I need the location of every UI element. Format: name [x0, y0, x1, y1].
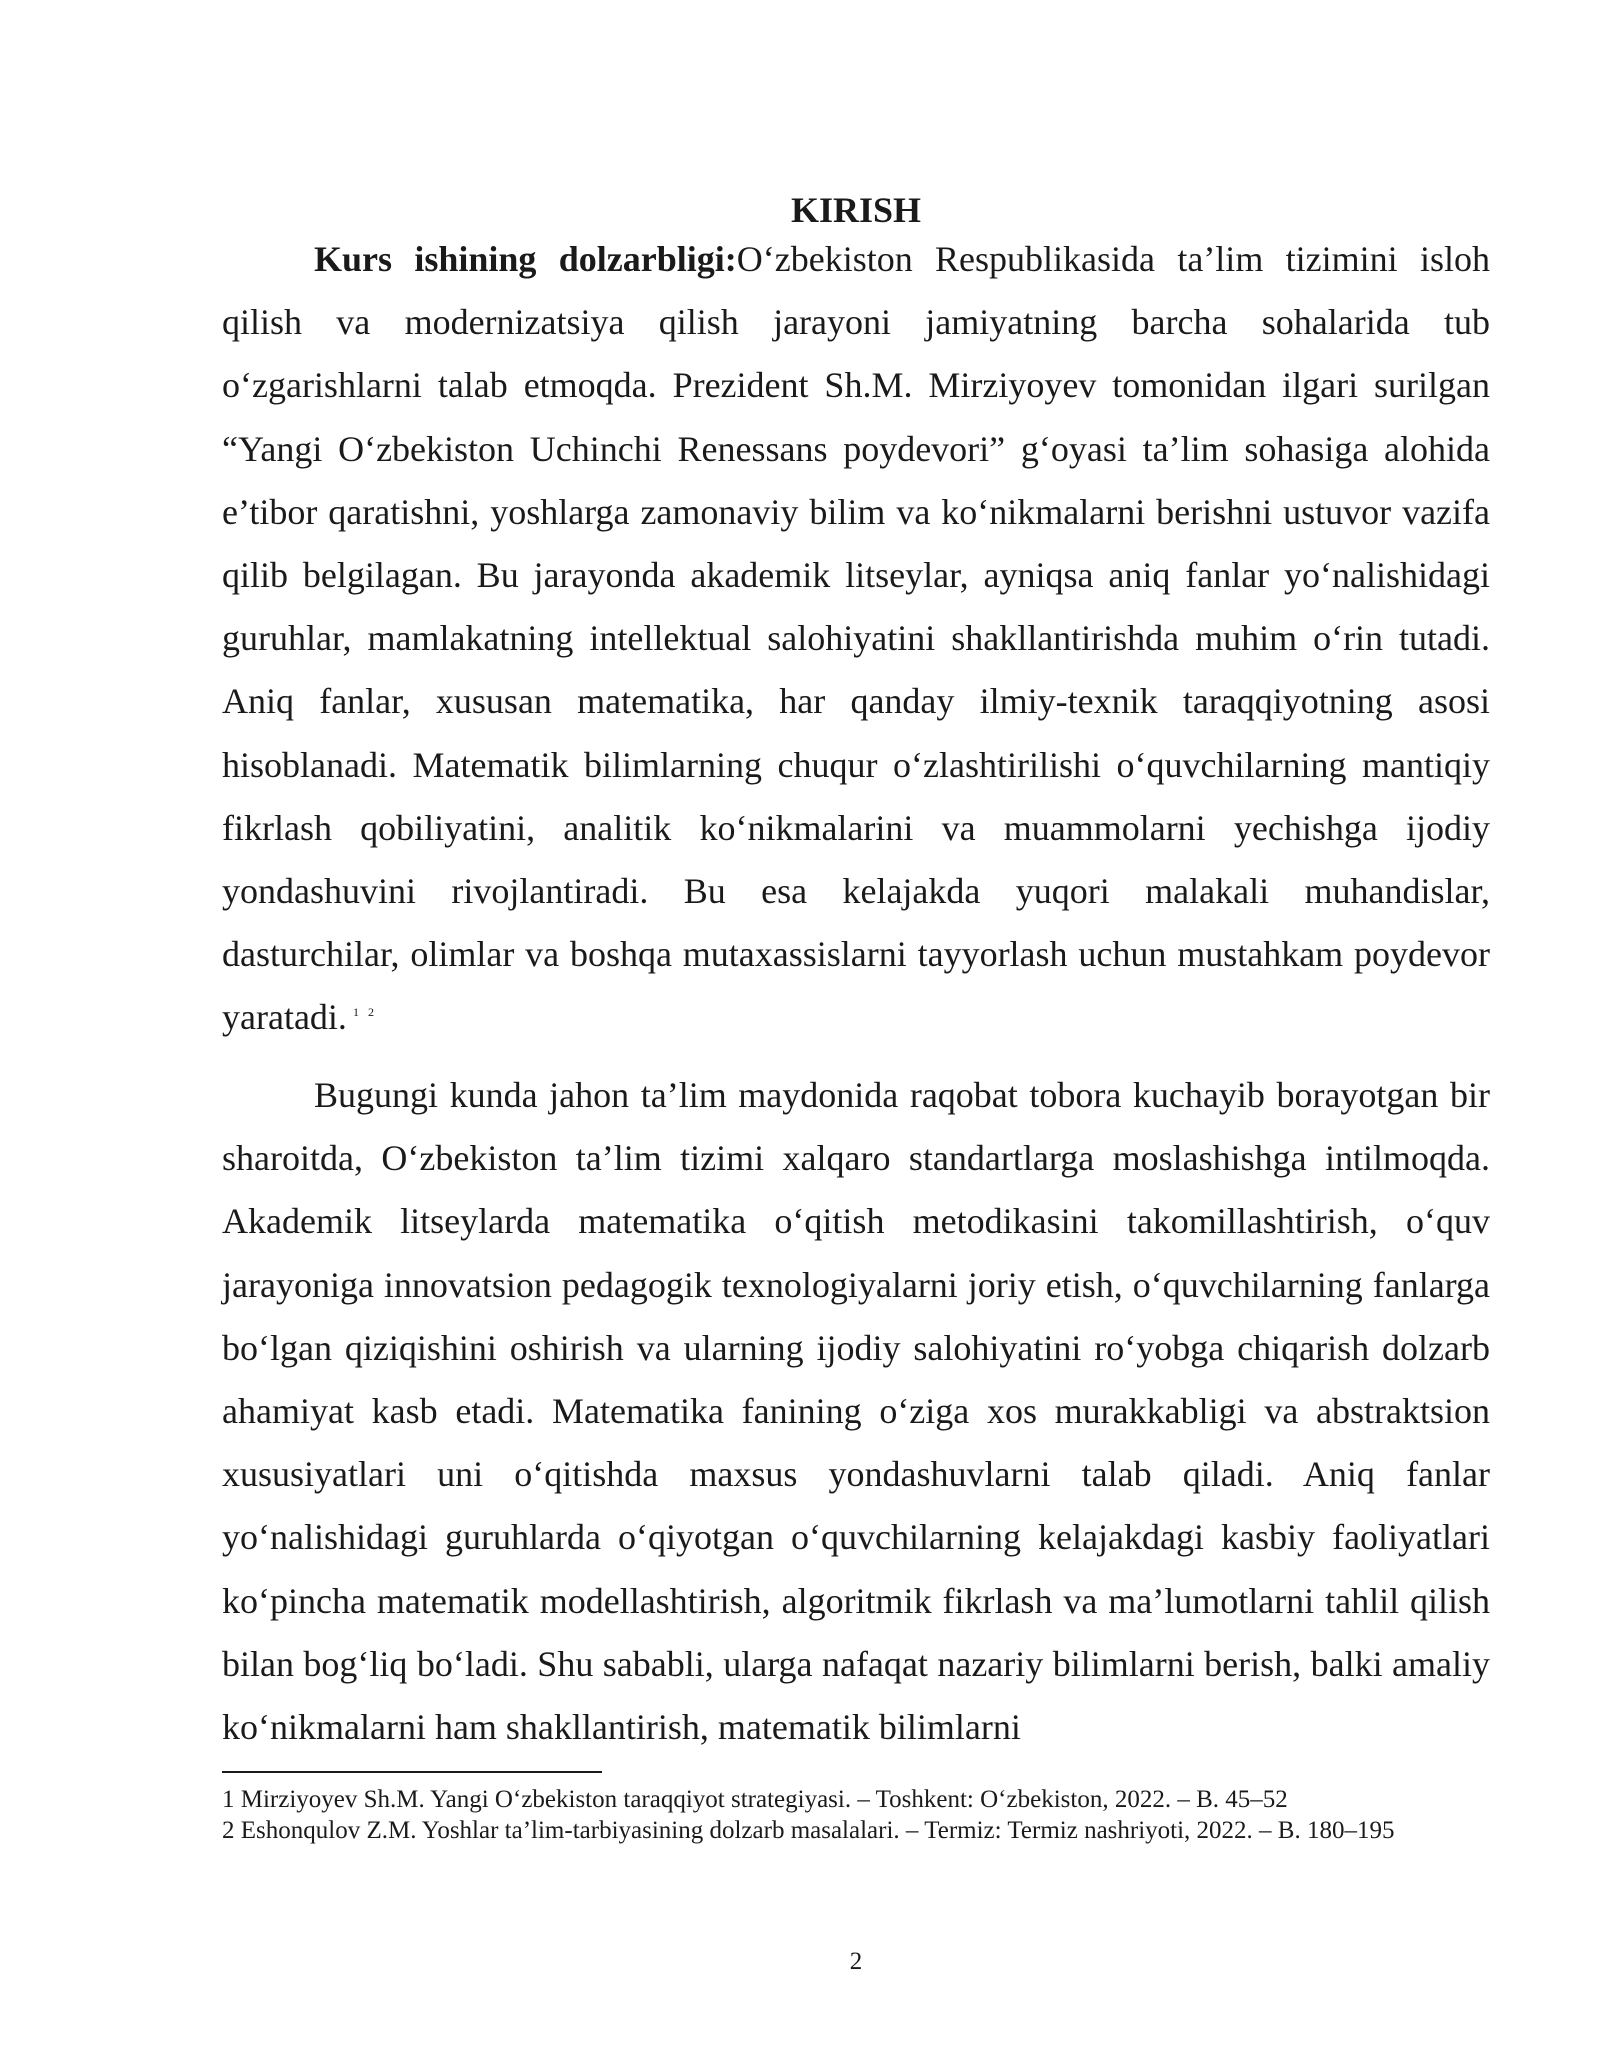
paragraph-lead: Kurs ishining dolzarbligi: [314, 239, 737, 279]
footnotes [222, 1784, 1490, 1846]
page-number: 2 [849, 1948, 863, 1975]
paragraph-text: O‘zbekiston Respublikasida ta’lim tizimini isloh qilish va modernizatsiya qilish jarayoni jamiyatning barcha sohalarida tub o‘zgarishlarni talab etmoqda. Prezident Sh.M. Mirziyoyev tomonidan ilgari surilgan “Yangi O‘zbekiston Uchinchi Renessans poydevori” g‘oyasi ta’lim sohasiga alohida e’tibor qaratishni, yoshlarga zamonaviy bilim va ko‘nikmalarni berishni ustuvor vazifa qilib belgilagan. Bu jarayonda akademik litseylar, ayniqsa aniq fanlar yo‘nalishidagi guruhlar, mamlakatning intellektual salohiyatini shakllantirishda muhim o‘rin tutadi. Aniq fanlar, xususan matematika, har qanday ilmiy-texnik taraqqiyotning asosi hisoblanadi. Matematik bilimlarning chuqur o‘zlashtirilishi o‘quvchilarning mantiqiy fikrlash qobiliyatini, analitik ko‘nikmalarini va muammolarni yechishga ijodiy yondashuvini rivojlantiradi. Bu esa kelajakda yuqori malakali muhandislar, dasturchilar, olimlar va boshqa mutaxassislarni tayyorlash uchun mustahkam poydevor yaratadi. [222, 239, 1490, 1038]
section-title: KIRISH [790, 190, 922, 230]
footnote-references[interactable]: 1 2 [352, 1005, 377, 1020]
paragraph-text: Bugungi kunda jahon ta’lim maydonida raqobat tobora kuchayib borayotgan bir sharoitda, O‘zbekiston ta’lim tizimi xalqaro standartlarga moslashishga intilmoqda. Akademik litseylarda matematika o‘qitish metodikasini takomillashtirish, o‘quv jarayoniga innovatsion pedagogik texnologiyalarni joriy etish, o‘quvchilarning fanlarga bo‘lgan qiziqishini oshirish va ularning ijodiy salohiyatini ro‘yobga chiqarish dolzarb ahamiyat kasb etadi. Matematika fanining o‘ziga xos murakkabligi va abstraktsion xususiyatlari uni o‘qitishda maxsus yondashuvlarni talab qiladi. Aniq fanlar yo‘nalishidagi guruhlarda o‘qiyotgan o‘quvchilarning kelajakdagi kasbiy faoliyatlari ko‘pincha matematik modellashtirish, algoritmik fikrlash va ma’lumotlarni tahlil qilish bilan bog‘liq bo‘ladi. Shu sababli, ularga nafaqat nazariy bilimlarni berish, balki amaliy ko‘nikmalarni ham shakllantirish, matematik bilimlarni [222, 1075, 1490, 1748]
footnote-2: 2 Eshonqulov Z.M. Yoshlar ta’lim-tarbiyasining dolzarb masalalari. – Termiz: Termiz nashriyoti, 2022. – B. 180–195 [222, 1817, 1395, 1844]
paragraph-context [222, 1064, 1490, 1759]
footnote-separator [222, 1771, 602, 1773]
footnote-1: 1 Mirziyoyev Sh.M. Yangi O‘zbekiston taraqqiyot strategiyasi. – Toshkent: O‘zbekiston, 2022. – B. 45–52 [222, 1786, 1288, 1813]
paragraph-relevance [222, 228, 1490, 1050]
